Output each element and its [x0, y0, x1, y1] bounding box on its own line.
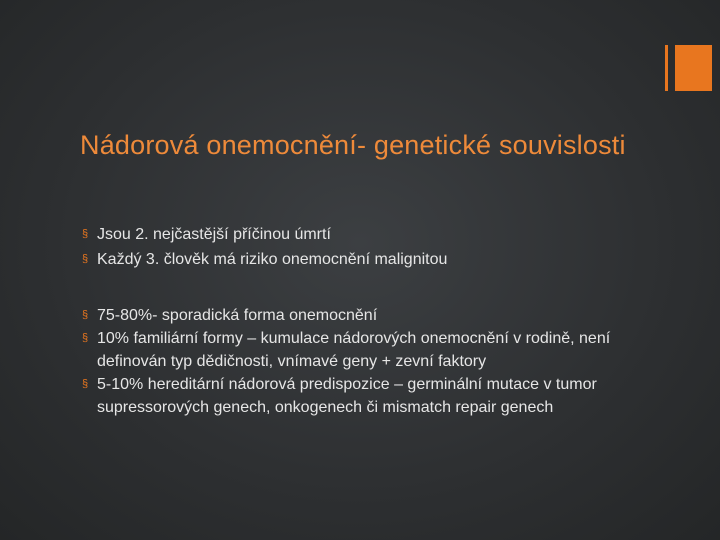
bullet-marker-icon: § [82, 378, 89, 390]
slide-title: Nádorová onemocnění- genetické souvislosti [80, 130, 626, 160]
accent-bar-thick [675, 45, 712, 91]
bullet-marker-icon: § [82, 228, 89, 240]
bullet-text: 5-10% hereditární nádorová predispozice – germinální mutace v tumor supressorových genech, onkogenech či mismatch repair genech [97, 376, 597, 416]
bullet-text: Každý 3. člověk má riziko onemocnění malignitou [97, 251, 448, 268]
bullet-marker-icon: § [82, 332, 89, 344]
bullet-marker-icon: § [82, 309, 89, 321]
bullet-item [82, 304, 672, 327]
bullet-item [82, 327, 672, 373]
bullet-item [82, 247, 672, 272]
bullet-group-1 [82, 222, 672, 272]
bullet-item [82, 222, 672, 247]
bullet-item [82, 373, 672, 419]
slide-body [82, 222, 672, 419]
bullet-text: 10% familiární formy – kumulace nádorových onemocnění v rodině, není definován typ dědičnosti, vnímavé geny + zevní faktory [97, 330, 611, 370]
bullet-marker-icon: § [82, 253, 89, 265]
bullet-text: Jsou 2. nejčastější příčinou úmrtí [97, 226, 331, 243]
accent-bar-thin [665, 45, 668, 91]
bullet-text: 75-80%- sporadická forma onemocnění [97, 307, 378, 324]
bullet-group-2 [82, 304, 672, 419]
